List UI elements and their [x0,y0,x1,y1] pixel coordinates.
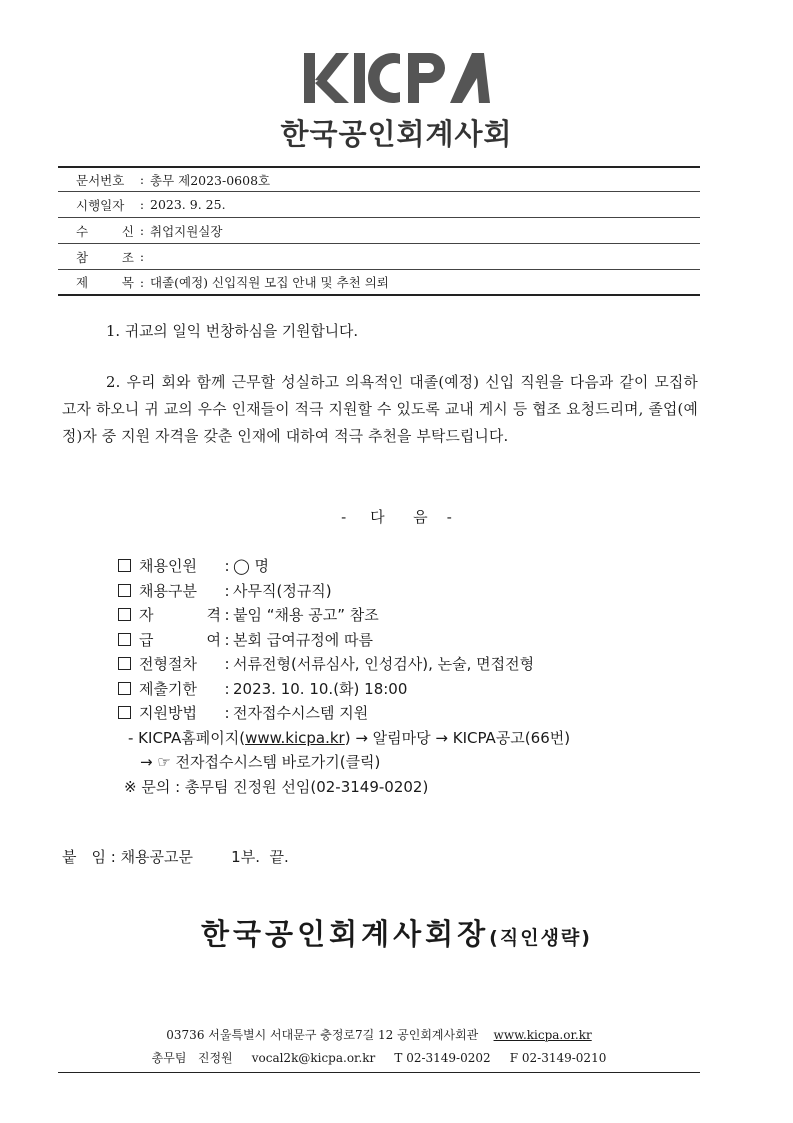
doc-number-value: 총무 제2023-0608호 [150,172,271,188]
apply-path-line [118,726,570,751]
subject-row [58,270,700,296]
list-item: 급 여 : 본회 급여규정에 따름 [118,628,570,653]
separator: : [139,197,145,212]
footer-address-line [58,1026,700,1043]
footer-contact-line [58,1049,700,1073]
apply-path-line-2: → ☞ 전자접수시스템 바로가기(클릭) [140,753,381,771]
checkbox-icon [118,559,131,572]
footer-team: 총무팀 진정원 [151,1051,233,1065]
item-value: 사무직(정규직) [233,581,332,600]
kicpa-logo-korean: 한국공인회계사회 [280,117,513,151]
reference-row [58,244,700,270]
kicpa-logo-mark [302,50,492,106]
item-value: 전자접수시스템 지원 [233,704,369,722]
item-label: 지원방법 [139,704,197,722]
item-label: 채용인원 [139,557,197,575]
recipient-row [58,218,700,244]
list-item: 채용구분 : 사무직(정규직) [118,579,570,604]
checkbox-icon [118,682,131,695]
separator: : [139,172,145,187]
attachment-line: 붙 임 : 채용공고문 1부. 끝. [62,848,289,866]
footer-address: 03736 서울특별시 서대문구 충정로7길 12 공인회계사회관 [166,1028,479,1042]
item-label: 급 여 [139,630,221,649]
recipient-value: 취업지원실장 [150,223,223,239]
checkbox-icon [118,706,131,719]
checkbox-icon [118,657,131,670]
list-item: 제출기한 : 2023. 10. 10.(화) 18:00 [118,677,570,702]
item-value: 붙임 “채용 공고” 참조 [233,606,379,624]
item-value: 2023. 10. 10.(화) 18:00 [233,679,408,698]
subject-value: 대졸(예정) 신입직원 모집 안내 및 추천 의뢰 [150,275,389,290]
kicpa-homepage-link[interactable]: www.kicpa.kr [245,728,345,747]
checkbox-icon [118,584,131,597]
list-item: 채용인원 : ◯ 명 [118,554,570,579]
footer-website-link[interactable]: www.kicpa.or.kr [493,1028,592,1042]
apply-path-suffix: ) → 알림마당 → KICPA공고(66번) [344,728,571,747]
doc-number-label: 문서번호 [76,172,125,188]
recipient-label: 수 신 [76,223,134,239]
document-header [58,166,700,296]
list-item: 자 격 : 붙임 “채용 공고” 참조 [118,603,570,628]
reference-label: 참 조 [76,249,134,265]
recruitment-details [118,554,570,799]
contact-line: ※ 문의 : 총무팀 진정원 선임(02-3149-0202) [124,777,429,796]
footer-email: vocal2k@kicpa.or.kr [251,1051,376,1065]
issue-date-label: 시행일자 [76,197,125,213]
list-item: 전형절차 : 서류전형(서류심사, 인성검사), 논술, 면접전형 [118,652,570,677]
item-label: 자 격 [139,606,221,624]
paragraph-2: 2. 우리 회와 함께 근무할 성실하고 의욕적인 대졸(예정) 신입 직원을 다음과 같이 모집하고자 하오니 귀 교의 우수 인재들이 적극 지원할 수 있도록 교내 게시 등 협조 요청드리며, 졸업(예정)자 중 지원 자격을 갖춘 인재에 대하여 적극 추천을 부탁드립니다. [62,374,698,445]
item-value: ◯ 명 [233,557,270,575]
list-item: 지원방법 : 전자접수시스템 지원 [118,701,570,726]
separator: : [139,274,145,290]
checkbox-icon [118,608,131,621]
seal-note: (직인생략) [489,927,592,949]
separator: : [139,223,145,238]
footer-fax: F 02-3149-0210 [509,1051,607,1065]
separator: : [139,249,145,264]
doc-number-row [58,166,700,192]
footer-tel: T 02-3149-0202 [394,1051,491,1065]
apply-path-prefix: - KICPA홈페이지( [128,728,246,747]
checkbox-icon [118,633,131,646]
dagum-heading: - 다 음 - [341,508,452,526]
item-label: 채용구분 [139,581,197,600]
kicpa-logo [0,50,793,106]
item-value: 본회 급여규정에 따름 [233,630,373,649]
item-value: 서류전형(서류심사, 인성검사), 논술, 면접전형 [233,655,535,673]
item-label: 제출기한 [139,679,197,698]
signer-name: 한국공인회계사회장 [201,917,490,951]
paragraph-1: 1. 귀교의 일익 번창하심을 기원합니다. [106,323,359,340]
issue-date-row [58,192,700,218]
issue-date-value: 2023. 9. 25. [150,197,226,212]
item-label: 전형절차 [139,655,197,673]
signer [0,912,793,953]
subject-label: 제 목 [76,275,134,290]
